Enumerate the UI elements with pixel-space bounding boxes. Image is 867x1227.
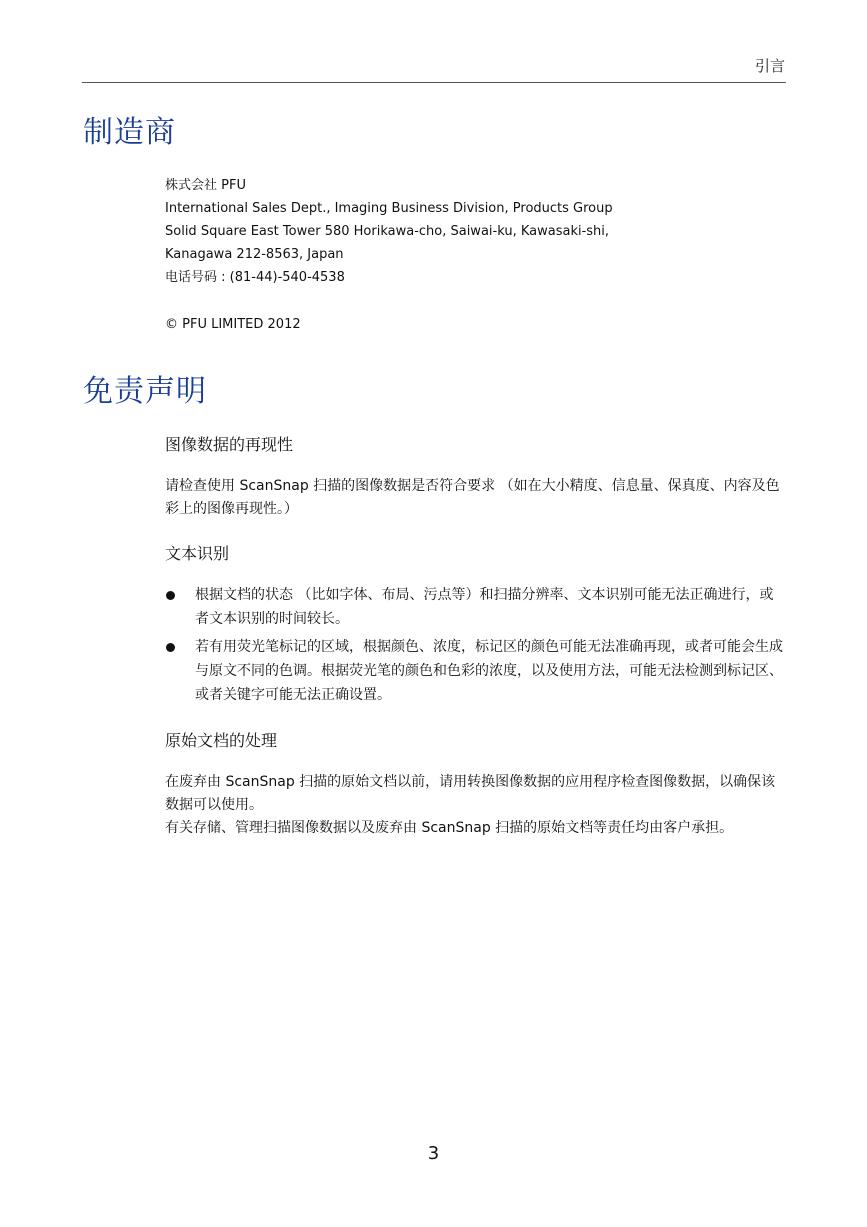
section-paragraph: 在废弃由 ScanSnap 扫描的原始文档以前，请用转换图像数据的应用程序检查图像数据，以确保该数据可以使用。: [165, 774, 776, 813]
section-paragraph: 有关存储、管理扫描图像数据以及废弃由 ScanSnap 扫描的原始文档等责任均由客户承担。: [165, 820, 734, 836]
section-heading: 图像数据的再现性: [165, 435, 294, 454]
page-number: 3: [427, 1143, 440, 1164]
section-original-handling: [165, 730, 785, 840]
list-item-text: 根据文档的状态 （比如字体、布局、污点等）和扫描分辨率、文本识别可能无法正确进行，或者文本识别的时间较长。: [195, 587, 774, 627]
address-line: International Sales Dept., Imaging Business Division, Products Group: [165, 201, 613, 216]
bullet-list: [165, 583, 785, 707]
list-item: [165, 583, 785, 631]
list-item: [165, 635, 785, 707]
disclaimer-title: 免责声明: [83, 374, 207, 409]
bullet-icon: [166, 643, 175, 652]
header-divider: [82, 82, 786, 83]
section-heading: 文本识别: [165, 544, 230, 563]
company-name: 株式会社 PFU: [165, 178, 246, 193]
list-item-text: 若有用荧光笔标记的区域，根据颜色、浓度，标记区的颜色可能无法准确再现，或者可能会生成与原文不同的色调。根据荧光笔的颜色和色彩的浓度，以及使用方法，可能无法检测到标记区、或者关键字可能无法正确设置。: [195, 639, 783, 703]
address-line: Solid Square East Tower 580 Horikawa-cho, Saiwai-ku, Kawasaki-shi,: [165, 224, 610, 239]
bullet-icon: [166, 591, 175, 600]
section-image-reproducibility: [165, 434, 785, 521]
phone-number: 电话号码 : (81-44)-540-4538: [165, 270, 345, 285]
section-label: 引言: [754, 57, 785, 75]
section-text-recognition: [165, 543, 785, 711]
section-heading: 原始文档的处理: [165, 731, 278, 750]
section-paragraph: 请检查使用 ScanSnap 扫描的图像数据是否符合要求 （如在大小精度、信息量、保真度、内容及色彩上的图像再现性。）: [165, 478, 780, 517]
copyright-notice: © PFU LIMITED 2012: [165, 317, 301, 332]
manufacturer-title: 制造商: [83, 115, 176, 150]
address-line: Kanagawa 212-8563, Japan: [165, 247, 344, 262]
manufacturer-address: [165, 174, 785, 289]
